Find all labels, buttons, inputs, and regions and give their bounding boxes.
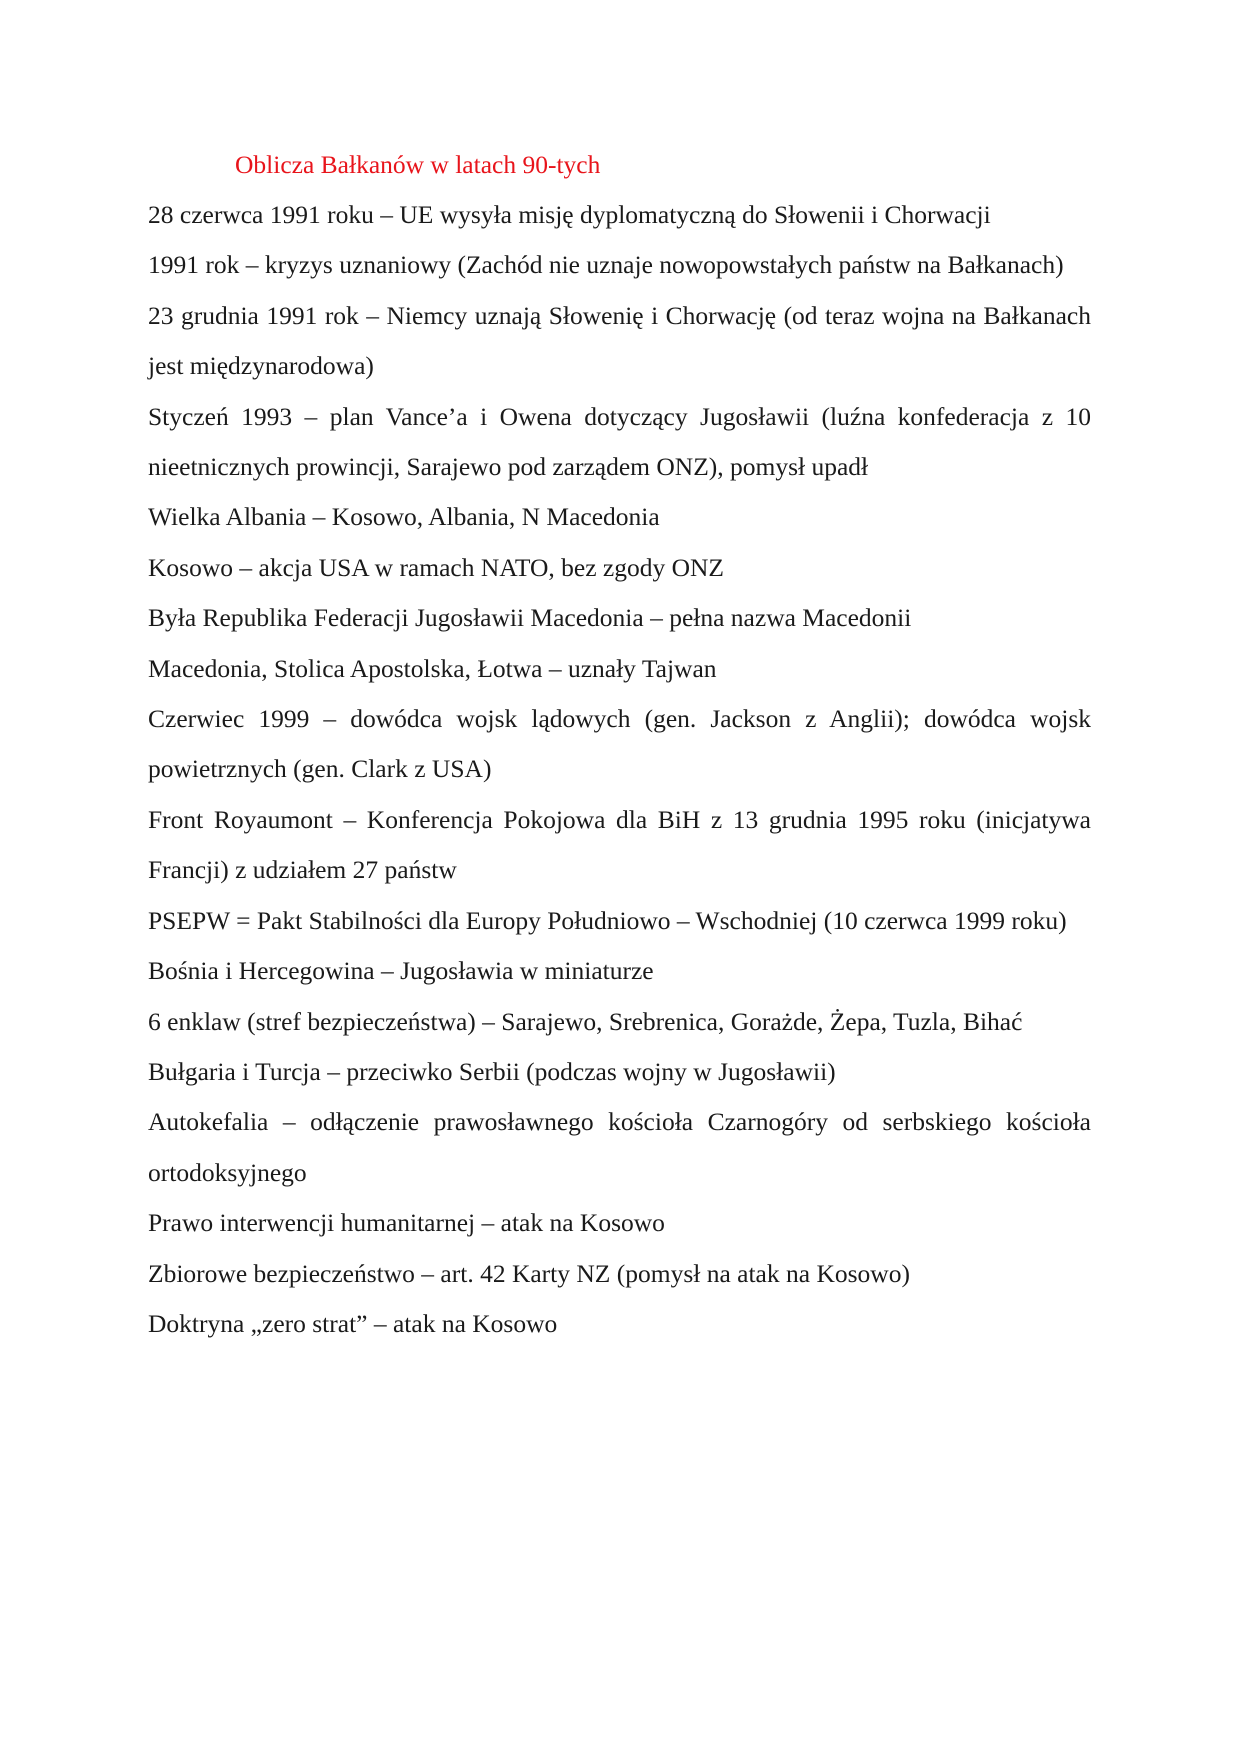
paragraph: Prawo interwencji humanitarnej – atak na Kosowo: [148, 1208, 665, 1238]
paragraph: Front Royaumont – Konferencja Pokojowa dla BiH z 13 grudnia 1995 roku (inicjatywa Francji) z udziałem 27 państw: [148, 804, 1091, 885]
paragraph: 1991 rok – kryzys uznaniowy (Zachód nie uznaje nowopowstałych państw na Bałkanach): [148, 250, 1064, 280]
paragraph: Bułgaria i Turcja – przeciwko Serbii (podczas wojny w Jugosławii): [148, 1056, 836, 1086]
document-page: [148, 140, 1091, 1349]
document-body: [148, 190, 1091, 1349]
paragraph: PSEPW = Pakt Stabilności dla Europy Południowo – Wschodniej (10 czerwca 1999 roku): [148, 905, 1067, 935]
paragraph: Kosowo – akcja USA w ramach NATO, bez zgody ONZ: [148, 552, 724, 582]
document-title: Oblicza Bałkanów w latach 90-tych: [235, 150, 601, 179]
paragraph: Zbiorowe bezpieczeństwo – art. 42 Karty NZ (pomysł na atak na Kosowo): [148, 1258, 910, 1288]
paragraph: Była Republika Federacji Jugosławii Macedonia – pełna nazwa Macedonii: [148, 603, 912, 633]
paragraph: 28 czerwca 1991 roku – UE wysyła misję dyplomatyczną do Słowenii i Chorwacji: [148, 200, 991, 229]
paragraph: Doktryna „zero strat” – atak na Kosowo: [148, 1308, 558, 1338]
paragraph: Czerwiec 1999 – dowódca wojsk lądowych (gen. Jackson z Anglii); dowódca wojsk powietrznych (gen. Clark z USA): [148, 704, 1091, 784]
paragraph: Macedonia, Stolica Apostolska, Łotwa – uznały Tajwan: [148, 653, 717, 683]
paragraph: Bośnia i Hercegowina – Jugosławia w miniaturze: [148, 956, 654, 986]
paragraph: 23 grudnia 1991 rok – Niemcy uznają Słowenię i Chorwację (od teraz wojna na Bałkanach jest międzynarodowa): [148, 300, 1091, 381]
paragraph: Wielka Albania – Kosowo, Albania, N Macedonia: [148, 502, 660, 532]
paragraph: Styczeń 1993 – plan Vance’a i Owena dotyczący Jugosławii (luźna konfederacja z 10 nieetnicznych prowincji, Sarajewo pod zarządem ONZ), pomysł upadł: [148, 401, 1091, 482]
paragraph: Autokefalia – odłączenie prawosławnego kościoła Czarnogóry od serbskiego kościoła ortodoksyjnego: [148, 1107, 1091, 1187]
paragraph: 6 enklaw (stref bezpieczeństwa) – Sarajewo, Srebrenica, Gorażde, Żepa, Tuzla, Bihać: [148, 1006, 1023, 1036]
